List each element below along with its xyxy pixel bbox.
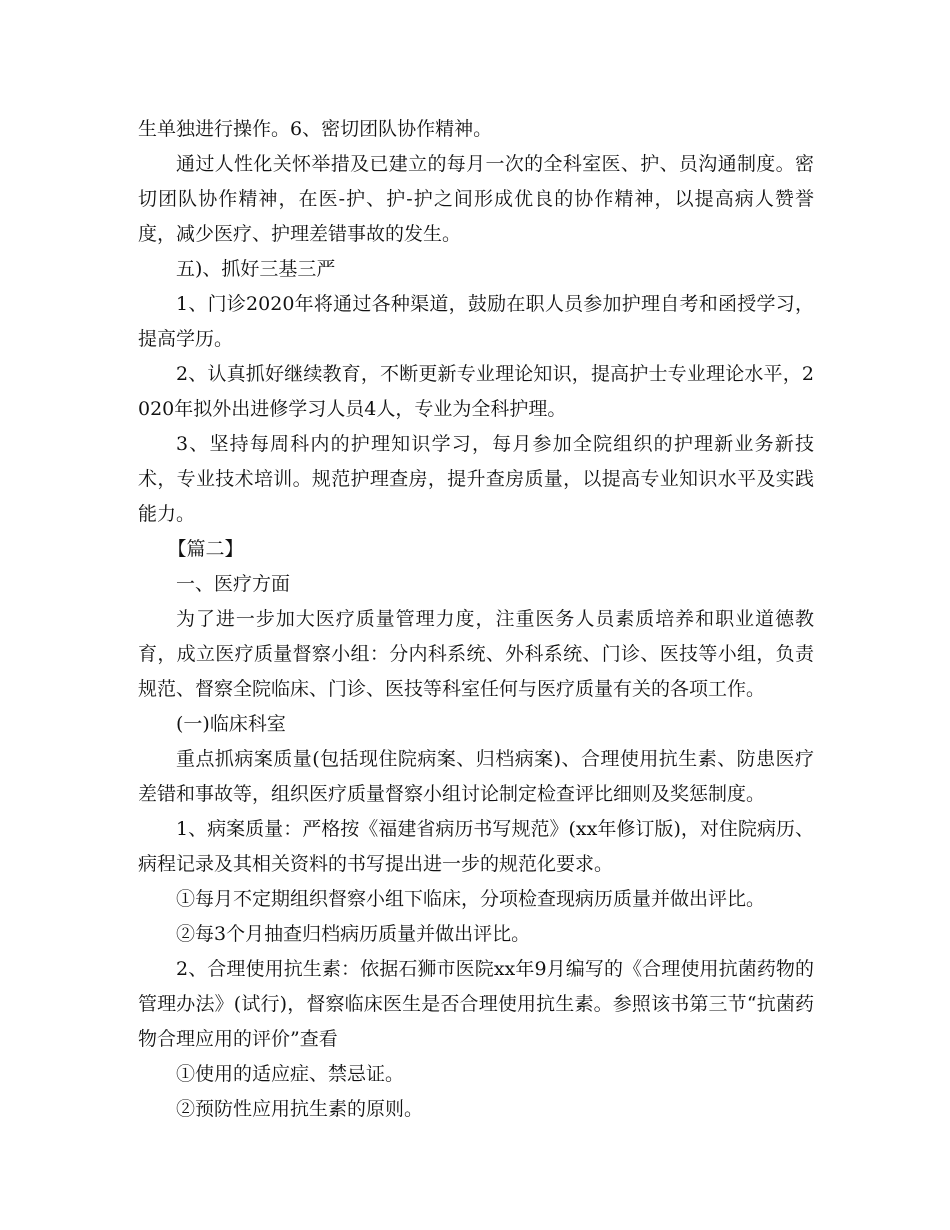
section-heading-part-two: 【篇二】 — [167, 538, 244, 560]
paragraph-prophylaxis: ②预防性应用抗生素的原则。 — [176, 1098, 424, 1120]
paragraph-continuation: 生单独进行操作。6、密切团队协作精神。 — [138, 118, 493, 140]
paragraph-item-1-education: 1、门诊2020年将通过各种渠道，鼓励在职人员参加护理自考和函授学习，提高学历。 — [138, 293, 814, 350]
paragraph-quality-group: 为了进一步加大医疗质量管理力度，注重医务人员素质培养和职业道德教育，成立医疗质量督察小组：分内科系统、外科系统、门诊、医技等小组，负责规范、督察全院临床、门诊、医技等科室任何与医疗质量有关的各项工作。 — [138, 608, 814, 700]
paragraph-teamwork: 通过人性化关怀举措及已建立的每月一次的全科室医、护、员沟通制度。密切团队协作精神，在医-护、护-护之间形成优良的协作精神，以提高病人赞誉度，减少医疗、护理差错事故的发生。 — [138, 153, 814, 245]
paragraph-case-quality: 1、病案质量：严格按《福建省病历书写规范》(xx年修订版)，对住院病历、病程记录及其相关资料的书写提出进一步的规范化要求。 — [138, 818, 814, 875]
paragraph-item-2-continuing-education: 2、认真抓好继续教育，不断更新专业理论知识，提高护士专业理论水平，2020年拟外出进修学习人员4人，专业为全科护理。 — [138, 363, 814, 420]
paragraph-clinical-focus: 重点抓病案质量(包括现住院病案、归档病案)、合理使用抗生素、防患医疗差错和事故等，组织医疗质量督察小组讨论制定检查评比细则及奖惩制度。 — [138, 748, 814, 805]
paragraph-quarterly-check: ②每3个月抽查归档病历质量并做出评比。 — [176, 923, 531, 945]
document-body — [138, 112, 814, 1127]
paragraph-indications: ①使用的适应症、禁忌证。 — [176, 1063, 405, 1085]
section-heading-medical: 一、医疗方面 — [176, 573, 291, 595]
paragraph-antibiotics: 2、合理使用抗生素：依据石狮市医院xx年9月编写的《合理使用抗菌药物的管理办法》(试行)，督察临床医生是否合理使用抗生素。参照该书第三节“抗菌药物合理应用的评价”查看 — [138, 958, 814, 1050]
section-heading-clinical: (一)临床科室 — [176, 713, 286, 735]
paragraph-monthly-check: ①每月不定期组织督察小组下临床，分项检查现病历质量并做出评比。 — [176, 888, 766, 910]
section-heading-three-basics: 五)、抓好三基三严 — [176, 258, 336, 280]
paragraph-item-3-weekly-study: 3、坚持每周科内的护理知识学习，每月参加全院组织的护理新业务新技术，专业技术培训。规范护理查房，提升查房质量，以提高专业知识水平及实践能力。 — [138, 433, 814, 525]
